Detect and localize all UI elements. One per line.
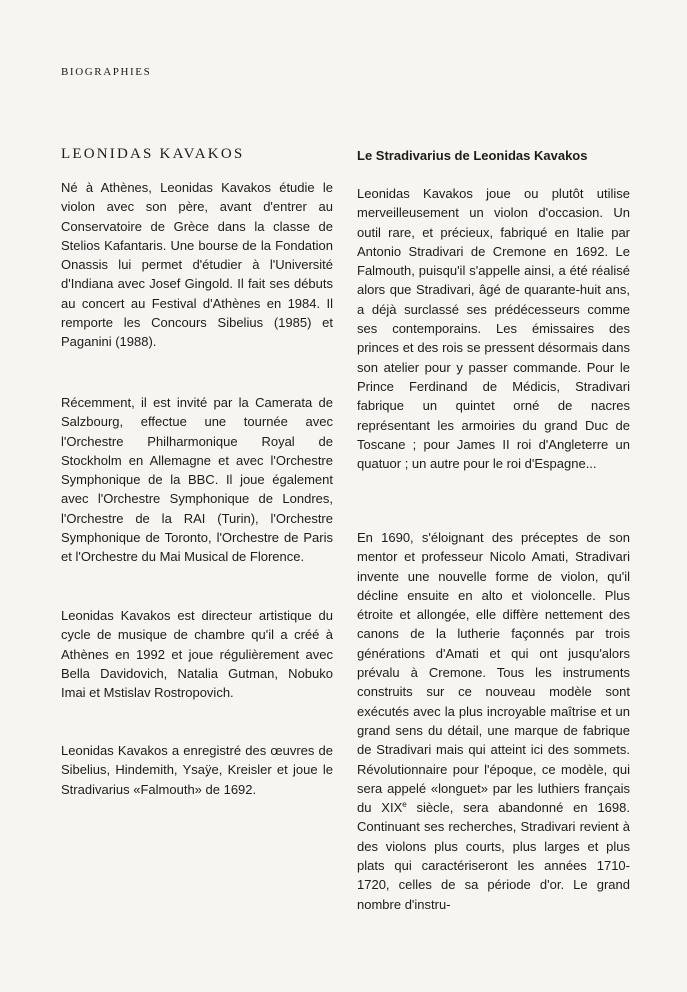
article-paragraph-2-text-b: siècle, sera abandonné en 1698. Continuant ses recherches, Stradivari revient à des violons plus courts, plus larges et plus plats qui caractériseront les années 1710-1720, celles de sa période d'or. Le grand nombre d'instru- xyxy=(357,800,630,912)
article-paragraph-2-text-a: En 1690, s'éloignant des préceptes de son mentor et professeur Nicolo Amati, Stradivari invente une nouvelle forme de violon, qu'il décline ensuite en alto et violoncelle. Plus étroite et allongée, elle diffère nettement des canons de la lutherie façonnés par trois générations d'Amati et qui ont jusqu'alors prévalu à Cremone. Tous les instruments construits sur ce nouveau modèle sont exécutés avec la plus incroyable maîtrise et un grand sens du détail, une marque de fabrique de Stradivari mais qui atteint ici des sommets. Révolutionnaire pour l'époque, ce modèle, qui sera appelé «longuet» par les luthiers français du XIX xyxy=(357,530,630,816)
biography-heading: LEONIDAS KAVAKOS xyxy=(61,146,245,162)
biography-paragraph-2: Récemment, il est invité par la Camerata de Salzbourg, effectue une tournée avec l'Orchestre Philharmonique Royal de Stockholm en Allemagne et avec l'Orchestre Symphonique de la BBC. Il joue également avec l'Orchestre Symphonique de Londres, l'Orchestre de la RAI (Turin), l'Orchestre Symphonique de Toronto, l'Orchestre de Paris et l'Orchestre du Mai Musical de Florence. xyxy=(61,395,333,565)
article-heading: Le Stradivarius de Leonidas Kavakos xyxy=(357,148,588,163)
section-label: BIOGRAPHIES xyxy=(61,66,152,78)
century-superscript: e xyxy=(402,800,407,810)
biography-paragraph-1: Né à Athènes, Leonidas Kavakos étudie le violon avec son père, avant d'entrer au Conservatoire de Grèce dans la classe de Stelios Kafantaris. Une bourse de la Fondation Onassis lui permet d'étudier à l'Université d'Indiana avec Josef Gingold. Il fait ses débuts au concert au Festival d'Athènes en 1984. Il remporte les Concours Sibelius (1985) et Paganini (1988). xyxy=(61,180,333,350)
article-paragraph-2 xyxy=(357,528,630,914)
biography-paragraph-4: Leonidas Kavakos a enregistré des œuvres de Sibelius, Hindemith, Ysaÿe, Kreisler et joue le Stradivarius «Falmouth» de 1692. xyxy=(61,743,333,797)
biography-paragraph-3: Leonidas Kavakos est directeur artistique du cycle de musique de chambre qu'il a créé à Athènes en 1992 et joue régulièrement avec Bella Davidovich, Natalia Gutman, Nobuko Imai et Mstislav Rostropovich. xyxy=(61,608,333,701)
article-paragraph-1: Leonidas Kavakos joue ou plutôt utilise merveilleusement un violon d'occasion. Un outil rare, et précieux, fabriqué en Italie par Antonio Stradivari de Cremone en 1692. Le Falmouth, puisqu'il s'appelle ainsi, a été réalisé alors que Stradivari, âgé de quarante-huit ans, a déjà surclassé ses prédécesseurs comme ses contemporains. Les émissaires des princes et des rois se pressent désormais dans son atelier pour y passer commande. Pour le Prince Ferdinand de Médicis, Stradivari fabrique un quintet orné de nacres représentant les armoiries du grand Duc de Toscane ; pour James II roi d'Angleterre un quatuor ; un autre pour le roi d'Espagne... xyxy=(357,186,630,472)
